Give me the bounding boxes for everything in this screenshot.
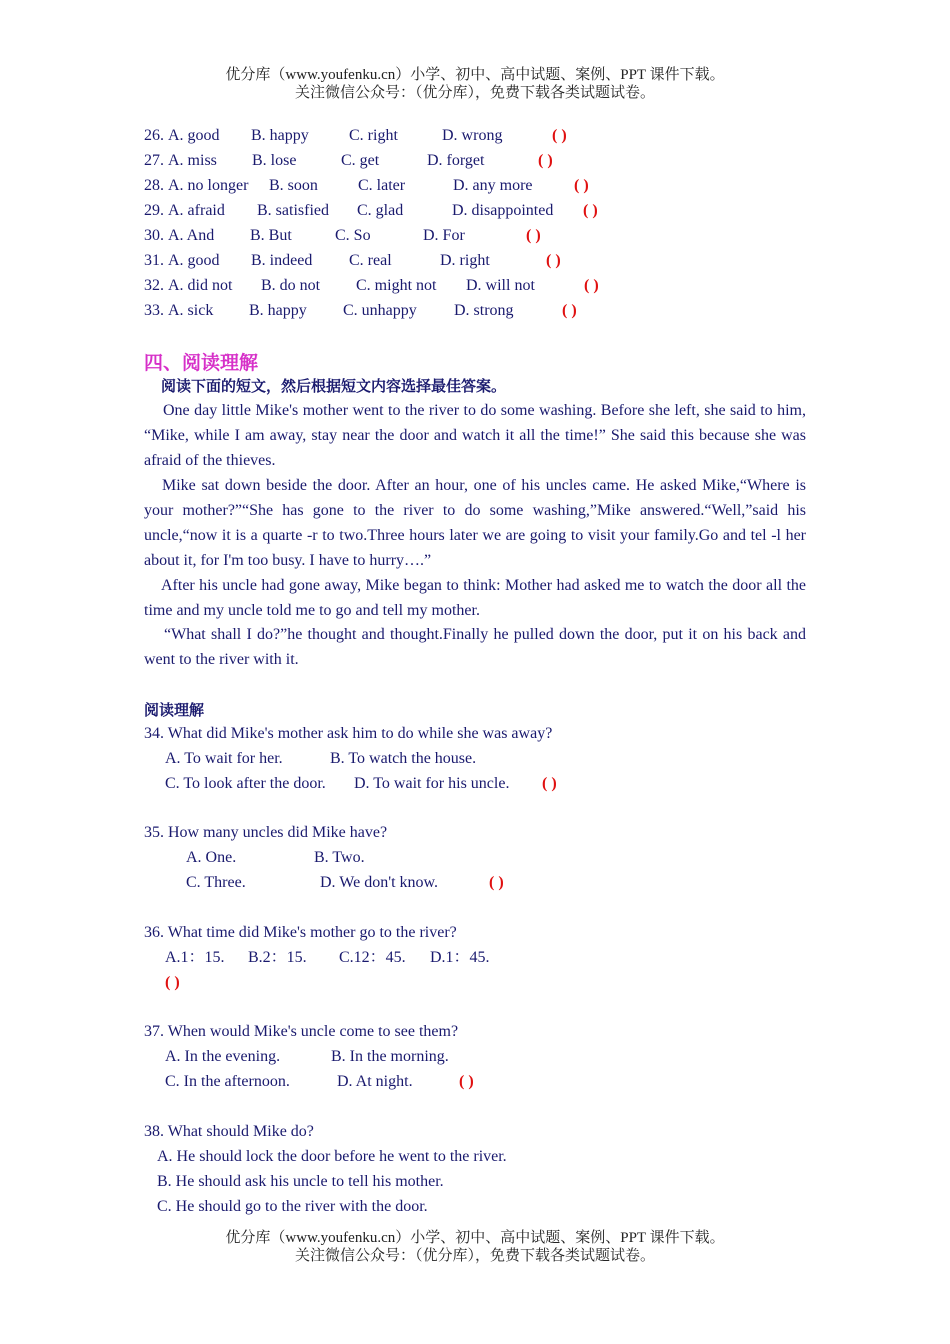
cloze-32-num: 32. xyxy=(144,277,164,294)
cloze-29-a: A. afraid xyxy=(168,202,225,219)
cloze-27-c: C. get xyxy=(341,152,380,169)
cloze-30-c: C. So xyxy=(335,227,371,244)
cloze-30-num: 30. xyxy=(144,227,164,244)
question-34: 34. What did Mike's mother ask him to do while she was away? xyxy=(144,725,553,742)
question-36: 36. What time did Mike's mother go to the river? xyxy=(144,924,457,941)
q34-option-c: C. To look after the door. xyxy=(165,775,326,792)
q38-option-a: A. He should lock the door before he went to the river. xyxy=(157,1148,507,1165)
cloze-33-d: D. strong xyxy=(454,302,514,319)
cloze-32-c: C. might not xyxy=(356,277,437,294)
question-35: 35. How many uncles did Mike have? xyxy=(144,824,388,841)
header-line-1: 优分库（www.youfenku.cn）小学、初中、高中试题、案例、PPT 课件下载。 xyxy=(225,67,725,83)
answer-blank-36[interactable]: ( ) xyxy=(165,974,180,991)
q36-option-c: C.12：45. xyxy=(339,949,406,966)
cloze-26-c: C. right xyxy=(349,127,398,144)
answer-blank-37[interactable]: ( ) xyxy=(459,1073,474,1090)
q37-option-d: D. At night. xyxy=(337,1073,413,1090)
section-title: 四、阅读理解 xyxy=(144,352,259,374)
passage-paragraph-2: Mike sat down beside the door. After an hour, one of his uncles came. He asked Mike,“Where is your mother?”“She has gone to the river to do some washing,”Mike answered.“Well,”said his uncle,“now it is a quarte -r to two.Three hours later we are going to visit your family.Go and tel -l her about it, for I'm too busy. I have to hurry….” xyxy=(144,477,806,569)
q34-option-d: D. To wait for his uncle. xyxy=(354,775,510,792)
cloze-27-a: A. miss xyxy=(168,152,217,169)
cloze-28-a: A. no longer xyxy=(168,177,249,194)
reading-title: 阅读理解 xyxy=(144,701,205,719)
q38-option-b: B. He should ask his uncle to tell his mother. xyxy=(157,1173,444,1190)
cloze-33-a: A. sick xyxy=(168,302,214,319)
answer-blank-27[interactable]: ( ) xyxy=(538,152,553,169)
q36-option-b: B.2：15. xyxy=(248,949,307,966)
answer-blank-30[interactable]: ( ) xyxy=(526,227,541,244)
passage-paragraph-4: “What shall I do?”he thought and thought.Finally he pulled down the door, put it on his back and went to the river with it. xyxy=(144,626,806,668)
q35-option-b: B. Two. xyxy=(314,849,365,866)
cloze-31-c: C. real xyxy=(349,252,392,269)
q37-option-c: C. In the afternoon. xyxy=(165,1073,290,1090)
cloze-26-b: B. happy xyxy=(251,127,309,144)
cloze-28-b: B. soon xyxy=(269,177,318,194)
passage-paragraph-1: One day little Mike's mother went to the river to do some washing. Before she left, she said to him, “Mike, while I am away, stay near the door and watch it all the time!” She said this because she was afraid of the thieves. xyxy=(144,402,806,469)
cloze-28-d: D. any more xyxy=(453,177,533,194)
question-37: 37. When would Mike's uncle come to see them? xyxy=(144,1023,459,1040)
footer-line-2: 关注微信公众号：（优分库），免费下载各类试题试卷。 xyxy=(294,1248,655,1264)
cloze-32-d: D. will not xyxy=(466,277,535,294)
cloze-29-num: 29. xyxy=(144,202,164,219)
cloze-28-c: C. later xyxy=(358,177,406,194)
cloze-30-b: B. But xyxy=(250,227,292,244)
cloze-29-b: B. satisfied xyxy=(257,202,329,219)
passage-paragraph-3: After his uncle had gone away, Mike began to think: Mother had asked me to watch the door all the time and my uncle told me to go and tell my mother. xyxy=(144,577,806,619)
cloze-31-d: D. right xyxy=(440,252,490,269)
cloze-26-a: A. good xyxy=(168,127,220,144)
cloze-32-b: B. do not xyxy=(261,277,321,294)
cloze-29-d: D. disappointed xyxy=(452,202,554,219)
answer-blank-31[interactable]: ( ) xyxy=(546,252,561,269)
cloze-33-b: B. happy xyxy=(249,302,307,319)
q34-option-a: A. To wait for her. xyxy=(165,750,283,767)
q37-option-b: B. In the morning. xyxy=(331,1048,449,1065)
q37-option-a: A. In the evening. xyxy=(165,1048,281,1065)
cloze-31-a: A. good xyxy=(168,252,220,269)
cloze-29-c: C. glad xyxy=(357,202,404,219)
answer-blank-33[interactable]: ( ) xyxy=(562,302,577,319)
cloze-27-b: B. lose xyxy=(252,152,297,169)
answer-blank-26[interactable]: ( ) xyxy=(552,127,567,144)
answer-blank-35[interactable]: ( ) xyxy=(489,874,504,891)
cloze-33-c: C. unhappy xyxy=(343,302,417,319)
cloze-30-d: D. For xyxy=(423,227,465,244)
answer-blank-29[interactable]: ( ) xyxy=(583,202,598,219)
cloze-33-num: 33. xyxy=(144,302,164,319)
cloze-27-num: 27. xyxy=(144,152,164,169)
section-instruction: 阅读下面的短文，然后根据短文内容选择最佳答案。 xyxy=(161,377,507,395)
q35-option-d: D. We don't know. xyxy=(320,874,439,891)
q36-option-d: D.1：45. xyxy=(430,949,490,966)
cloze-26-d: D. wrong xyxy=(442,127,503,144)
q35-option-a: A. One. xyxy=(186,849,237,866)
answer-blank-28[interactable]: ( ) xyxy=(574,177,589,194)
q35-option-c: C. Three. xyxy=(186,874,246,891)
cloze-27-d: D. forget xyxy=(427,152,485,169)
answer-blank-32[interactable]: ( ) xyxy=(584,277,599,294)
cloze-30-a: A. And xyxy=(168,227,215,244)
cloze-26-num: 26. xyxy=(144,127,164,144)
cloze-32-a: A. did not xyxy=(168,277,233,294)
footer-line-1: 优分库（www.youfenku.cn）小学、初中、高中试题、案例、PPT 课件下载。 xyxy=(225,1230,725,1246)
cloze-28-num: 28. xyxy=(144,177,164,194)
q34-option-b: B. To watch the house. xyxy=(330,750,477,767)
cloze-31-b: B. indeed xyxy=(251,252,313,269)
q36-option-a: A.1：15. xyxy=(165,949,225,966)
header-line-2: 关注微信公众号：（优分库），免费下载各类试题试卷。 xyxy=(294,85,655,101)
cloze-31-num: 31. xyxy=(144,252,164,269)
answer-blank-34[interactable]: ( ) xyxy=(542,775,557,792)
question-38: 38. What should Mike do? xyxy=(144,1123,314,1140)
q38-option-c: C. He should go to the river with the door. xyxy=(157,1198,428,1215)
